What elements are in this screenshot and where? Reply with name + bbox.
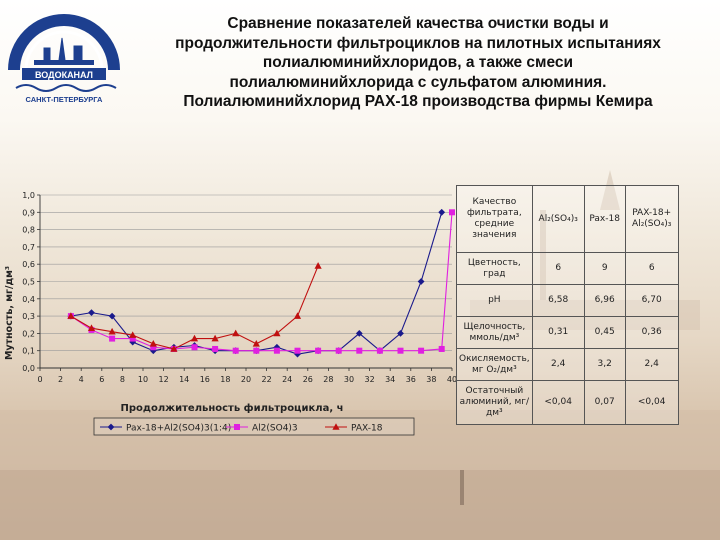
logo-text-bottom: САНКТ-ПЕТЕРБУРГА [25, 95, 103, 104]
table-cell: 6,58 [532, 285, 584, 317]
data-point-square [377, 348, 383, 354]
title-line-3: полиалюминийхлоридов, а также смеси [262, 54, 574, 71]
table-cell: 0,31 [532, 317, 584, 349]
x-tick-label: 14 [179, 375, 190, 384]
table-cell: 6 [625, 253, 678, 285]
table-row [457, 381, 679, 425]
table-header-cell: Pax-18 [584, 186, 625, 253]
x-tick-label: 10 [137, 375, 149, 384]
y-tick-label: 0,7 [22, 242, 35, 252]
table-row-label: Щелочность, ммоль/дм³ [457, 317, 533, 349]
data-point-square [192, 344, 198, 350]
x-tick-labels [37, 375, 457, 384]
vodokanal-logo [4, 8, 124, 108]
series-line [71, 212, 442, 354]
y-tick-label: 0,1 [22, 346, 35, 356]
table-cell: 2,4 [532, 349, 584, 381]
y-axis-title: Мутность, мг/дм³ [4, 265, 15, 361]
table-cell: 6,70 [625, 285, 678, 317]
x-tick-label: 38 [426, 375, 437, 384]
x-tick-label: 2 [58, 375, 64, 384]
y-tick-label: 0,8 [22, 225, 35, 235]
data-point-square [336, 348, 342, 354]
y-tick-label: 0,4 [22, 294, 35, 304]
chart-axes [37, 195, 452, 371]
data-point-triangle [294, 312, 301, 319]
data-point-triangle [253, 340, 260, 347]
x-tick-label: 16 [199, 375, 210, 384]
y-tick-label: 0,0 [22, 364, 35, 373]
table-cell: <0,04 [532, 381, 584, 425]
data-point-square [418, 348, 424, 354]
table-cell: 6 [532, 253, 584, 285]
series-3 [67, 262, 321, 352]
table-row [457, 317, 679, 349]
y-tick-labels [22, 191, 35, 373]
x-tick-label: 0 [37, 375, 43, 384]
data-point-square [439, 346, 445, 352]
data-point-triangle [232, 330, 239, 337]
y-tick-label: 0,9 [22, 208, 35, 218]
data-point-square [356, 348, 362, 354]
table-row [457, 285, 679, 317]
title-line-2: продолжительности фильтроциклов на пилотных испытаниях [175, 34, 661, 52]
x-tick-label: 34 [385, 375, 396, 384]
x-tick-label: 20 [240, 375, 252, 384]
data-point-triangle [315, 262, 322, 269]
y-tick-label: 0,5 [22, 277, 35, 287]
title-line-4: полиалюминийхлорида с сульфатом алюминия. [229, 73, 607, 91]
turbidity-line-chart [0, 185, 460, 440]
table-cell: 0,45 [584, 317, 625, 349]
table-header-cell: PAX-18+ Al₂(SO₄)₃ [625, 186, 678, 253]
chart-legend [94, 418, 414, 435]
table-cell: 2,4 [625, 349, 678, 381]
y-tick-label: 0,3 [22, 312, 35, 322]
data-point-square [274, 348, 280, 354]
x-tick-label: 8 [119, 375, 125, 384]
data-point-diamond [418, 278, 425, 285]
data-point-square [449, 209, 455, 215]
quality-table [456, 185, 679, 425]
table-cell: 0,36 [625, 317, 678, 349]
data-point-square [234, 424, 240, 430]
y-tick-label: 0,6 [22, 260, 35, 270]
data-point-diamond [438, 209, 445, 216]
data-point-square [253, 348, 259, 354]
x-tick-label: 6 [99, 375, 105, 384]
table-header-row [457, 186, 679, 253]
data-point-square [212, 346, 218, 352]
x-tick-label: 28 [323, 375, 334, 384]
table-row-label: Цветность, град [457, 253, 533, 285]
table-cell: 6,96 [584, 285, 625, 317]
chart-series [67, 209, 455, 358]
y-tick-label: 1,0 [22, 191, 35, 200]
y-tick-label: 0,2 [22, 329, 35, 339]
x-tick-label: 22 [261, 375, 272, 384]
legend-label: PAX-18 [351, 423, 383, 434]
x-tick-label: 26 [302, 375, 313, 384]
table-row-label: Окисляемость, мг O₂/дм³ [457, 349, 533, 381]
legend-label: Al2(SO4)3 [252, 423, 298, 434]
x-tick-label: 18 [220, 375, 231, 384]
data-point-square [398, 348, 404, 354]
table-cell: <0,04 [625, 381, 678, 425]
x-tick-label: 24 [282, 375, 293, 384]
table-row [457, 349, 679, 381]
x-axis-title: Продолжительность фильтроцикла, ч [120, 403, 344, 414]
x-tick-label: 4 [78, 375, 84, 384]
table-cell: 3,2 [584, 349, 625, 381]
logo-text-top: ВОДОКАНАЛ [35, 70, 93, 80]
table-row-label: Остаточный алюминий, мг/дм³ [457, 381, 533, 425]
table-header-cell: Al₂(SO₄)₃ [532, 186, 584, 253]
data-point-square [315, 348, 321, 354]
title-line-1: Сравнение показателей качества очистки воды и [227, 15, 609, 32]
data-point-square [109, 336, 115, 342]
data-point-square [233, 348, 239, 354]
x-tick-label: 40 [446, 375, 458, 384]
table-cell: 9 [584, 253, 625, 285]
x-tick-label: 12 [158, 375, 169, 384]
table-row [457, 253, 679, 285]
legend-label: Pax-18+Al2(SO4)3(1:4) [126, 423, 232, 434]
x-tick-label: 36 [405, 375, 416, 384]
x-tick-label: 30 [343, 375, 355, 384]
title-line-5: Полиалюминийхлорид PAX-18 производства фирмы Кемира [183, 93, 653, 110]
data-point-diamond [88, 309, 95, 316]
x-tick-label: 32 [364, 375, 375, 384]
table-row-label: pH [457, 285, 533, 317]
data-point-square [295, 348, 301, 354]
table-header-cell: Качество фильтрата, средние значения [457, 186, 533, 253]
slide-title [128, 14, 708, 112]
series-1 [68, 209, 446, 358]
table-cell: 0,07 [584, 381, 625, 425]
